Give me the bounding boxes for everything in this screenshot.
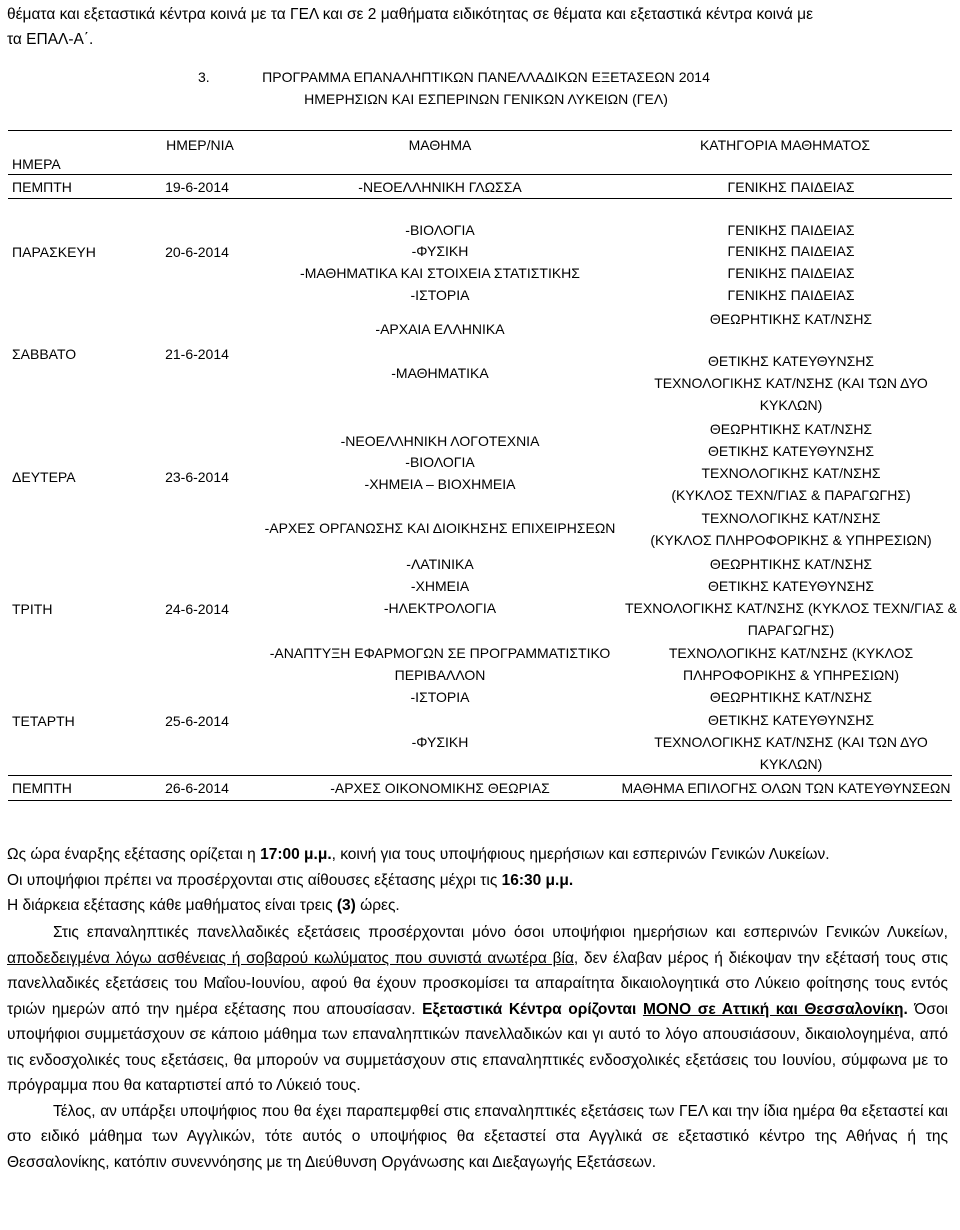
row-3-category-2: ΘΕΤΙΚΗΣ ΚΑΤΕΥΘΥΝΣΗΣ — [707, 353, 875, 369]
note-start-time: Ως ώρα έναρξης εξέτασης ορίζεται η 17:00 μ.μ., κοινή για τους υποψήφιους ημερήσιων και εσπερινών Γενικών Λυκείων. — [7, 846, 830, 863]
row-6-category-3: ΤΕΧΝΟΛΟΓΙΚΗΣ ΚΑΤ/ΝΣΗΣ (ΚΑΙ ΤΩΝ ΔΥΟ — [654, 734, 928, 750]
row-2-subject-1: -ΒΙΟΛΟΓΙΑ — [405, 222, 475, 238]
row-4-subject-2: -ΒΙΟΛΟΓΙΑ — [405, 454, 475, 470]
notes-body — [7, 920, 948, 1175]
row-2-day: ΠΑΡΑΣΚΕΥΗ — [12, 244, 96, 260]
row-2-category-4: ΓΕΝΙΚΗΣ ΠΑΙΔΕΙΑΣ — [727, 287, 855, 303]
row-7-date: 26-6-2014 — [165, 780, 229, 796]
row-4-subject-4: -ΑΡΧΕΣ ΟΡΓΑΝΩΣΗΣ ΚΑΙ ΔΙΟΙΚΗΣΗΣ ΕΠΙΧΕΙΡΗΣΕΩΝ — [264, 520, 616, 536]
row-5-category-4: ΠΑΡΑΓΩΓΗΣ) — [747, 622, 835, 638]
row-4-subject-1: -ΝΕΟΕΛΛΗΝΙΚΗ ΛΟΓΟΤΕΧΝΙΑ — [340, 433, 540, 449]
row-6-date: 25-6-2014 — [165, 713, 229, 729]
section-title-line-2: ΗΜΕΡΗΣΙΩΝ ΚΑΙ ΕΣΠΕΡΙΝΩΝ ΓΕΝΙΚΩΝ ΛΥΚΕΙΩΝ (ΓΕΛ) — [304, 91, 668, 107]
row-4-subject-3: -ΧΗΜΕΙΑ – ΒΙΟΧΗΜΕΙΑ — [364, 476, 516, 492]
header-category: ΚΑΤΗΓΟΡΙΑ ΜΑΘΗΜΑΤΟΣ — [699, 137, 871, 153]
row-7-category-1: ΜΑΘΗΜΑ ΕΠΙΛΟΓΗΣ ΟΛΩΝ ΤΩΝ ΚΑΤΕΥΘΥΝΣΕΩΝ — [621, 780, 951, 796]
row-6-rule — [8, 775, 952, 776]
table-header-rule — [8, 174, 952, 175]
note-arrival-time: Οι υποψήφιοι πρέπει να προσέρχονται στις αίθουσες εξέτασης μέχρι τις 16:30 μ.μ. — [7, 872, 574, 889]
header-date: ΗΜΕΡ/ΝΙΑ — [166, 137, 234, 153]
section-number: 3. — [198, 69, 210, 85]
row-4-day: ΔΕΥΤΕΡΑ — [12, 469, 76, 485]
row-6-subject-2: -ΦΥΣΙΚΗ — [411, 734, 469, 750]
row-7-day: ΠΕΜΠΤΗ — [12, 780, 72, 796]
row-5-day: ΤΡΙΤΗ — [12, 601, 53, 617]
row-6-day: ΤΕΤΑΡΤΗ — [12, 713, 75, 729]
row-6-category-1: ΘΕΩΡΗΤΙΚΗΣ ΚΑΤ/ΝΣΗΣ — [709, 689, 873, 705]
row-5-subject-1: -ΛΑΤΙΝΙΚΑ — [406, 556, 474, 572]
row-5-category-1: ΘΕΩΡΗΤΙΚΗΣ ΚΑΤ/ΝΣΗΣ — [709, 556, 873, 572]
row-3-category-3: ΤΕΧΝΟΛΟΓΙΚΗΣ ΚΑΤ/ΝΣΗΣ (ΚΑΙ ΤΩΝ ΔΥΟ — [654, 375, 928, 391]
row-3-subject-1: -ΑΡΧΑΙΑ ΕΛΛΗΝΙΚΑ — [375, 321, 505, 337]
row-4-category-1: ΘΕΩΡΗΤΙΚΗΣ ΚΑΤ/ΝΣΗΣ — [709, 421, 873, 437]
row-5-subject-5: ΠΕΡΙΒΑΛΛΟΝ — [394, 667, 486, 683]
row-5-subject-4: -ΑΝΑΠΤΥΞΗ ΕΦΑΡΜΟΓΩΝ ΣΕ ΠΡΟΓΡΑΜΜΑΤΙΣΤΙΚΟ — [269, 645, 611, 661]
row-3-subject-2: -ΜΑΘΗΜΑΤΙΚΑ — [391, 365, 489, 381]
row-3-category-1: ΘΕΩΡΗΤΙΚΗΣ ΚΑΤ/ΝΣΗΣ — [709, 311, 873, 327]
row-4-date: 23-6-2014 — [165, 469, 229, 485]
row-1-subject-1: -ΝΕΟΕΛΛΗΝΙΚΗ ΓΛΩΣΣΑ — [358, 179, 522, 195]
row-1-date: 19-6-2014 — [165, 179, 229, 195]
header-subject: ΜΑΘΗΜΑ — [408, 137, 472, 153]
row-5-subject-3: -ΗΛΕΚΤΡΟΛΟΓΙΑ — [383, 600, 497, 616]
row-2-subject-4: -ΙΣΤΟΡΙΑ — [410, 287, 470, 303]
row-4-category-4: (ΚΥΚΛΟΣ ΤΕΧΝ/ΓΙΑΣ & ΠΑΡΑΓΩΓΗΣ) — [671, 487, 911, 503]
row-5-category-5: ΤΕΧΝΟΛΟΓΙΚΗΣ ΚΑΤ/ΝΣΗΣ (ΚΥΚΛΟΣ — [668, 645, 914, 661]
row-3-date: 21-6-2014 — [165, 346, 229, 362]
section-title-line-1: ΠΡΟΓΡΑΜΜΑ ΕΠΑΝΑΛΗΠΤΙΚΩΝ ΠΑΝΕΛΛΑΔΙΚΩΝ ΕΞΕΤΑΣΕΩΝ 2014 — [262, 69, 710, 85]
row-5-date: 24-6-2014 — [165, 601, 229, 617]
row-1-rule — [8, 198, 952, 199]
row-2-category-3: ΓΕΝΙΚΗΣ ΠΑΙΔΕΙΑΣ — [727, 265, 855, 281]
paragraph-eligibility: Στις επαναληπτικές πανελλαδικές εξετάσεις προσέρχονται μόνο όσοι υποψήφιοι ημερήσιων και εσπερινών Γενικών Λυκείων, αποδεδειγμένα λόγω ασθένειας ή σοβαρού κωλύματος που συνιστά ανωτέρα βία, δεν έλαβαν μέρος ή διέκοψαν την εξέτασή τους στις πανελλαδικές εξετάσεις του Μαΐου-Ιουνίου, αφού θα έχουν προσκομίσει τα απαραίτητα δικαιολογητικά στο Λύκειο φοίτησης τους εντός τριών ημερών από την ημέρα εξέτασης που απουσίασαν. Εξεταστικά Κέντρα ορίζονται ΜΟΝΟ σε Αττική και Θεσσαλονίκη. Όσοι υποψήφιοι συμμετάσχουν σε κάποιο μάθημα των επαναληπτικών πανελλαδικών και γι αυτό το λόγο απουσιάσουν, δικαιολογημένα, από τις ενδοσχολικές τους εξετάσεις, θα μπορούν να συμμετάσχουν στις επαναληπτικές ενδοσχολικές εξετάσεις του Ιουνίου, σύμφωνα με το πρόγραμμα που θα καταρτιστεί από το Λύκειό τους. — [7, 924, 949, 1094]
row-6-subject-1: -ΙΣΤΟΡΙΑ — [410, 689, 470, 705]
intro-line-2: τα ΕΠΑΛ-Α΄. — [7, 31, 94, 48]
header-day: ΗΜΕΡΑ — [12, 156, 61, 172]
row-5-category-6: ΠΛΗΡΟΦΟΡΙΚΗΣ & ΥΠΗΡΕΣΙΩΝ) — [682, 667, 900, 683]
row-3-category-4: ΚΥΚΛΩΝ) — [759, 397, 823, 413]
row-5-category-2: ΘΕΤΙΚΗΣ ΚΑΤΕΥΘΥΝΣΗΣ — [707, 578, 875, 594]
row-2-subject-3: -ΜΑΘΗΜΑΤΙΚΑ ΚΑΙ ΣΤΟΙΧΕΙΑ ΣΤΑΤΙΣΤΙΚΗΣ — [300, 265, 580, 281]
paragraph-english-exam: Τέλος, αν υπάρξει υποψήφιος που θα έχει παραπεμφθεί στις επαναληπτικές εξετάσεις των ΓΕΛ και την ίδια ημέρα θα εξεταστεί και στο ειδικό μάθημα των Αγγλικών, τότε αυτός ο υποψήφιος θα εξεταστεί στα Αγγλικά σε εξεταστικό κέντρο της Αθήνας ή της Θεσσαλονίκης, κατόπιν συνεννόησης με τη Διεύθυνση Οργάνωσης και Διεξαγωγής Εξετάσεων. — [7, 1102, 948, 1171]
intro-line-1: θέματα και εξεταστικά κέντρα κοινά με τα ΓΕΛ και σε 2 μαθήματα ειδικότητας σε θέματα και εξεταστικά κέντρα κοινά με — [7, 6, 813, 23]
row-3-day: ΣΑΒΒΑΤΟ — [12, 346, 77, 362]
table-top-rule — [8, 130, 952, 131]
row-6-category-4: ΚΥΚΛΩΝ) — [759, 756, 823, 772]
table-bottom-rule — [8, 800, 952, 801]
row-5-subject-2: -ΧΗΜΕΙΑ — [410, 578, 470, 594]
row-1-category-1: ΓΕΝΙΚΗΣ ΠΑΙΔΕΙΑΣ — [727, 179, 855, 195]
note-duration: Η διάρκεια εξέτασης κάθε μαθήματος είναι τρεις (3) ώρες. — [7, 897, 400, 914]
row-2-category-1: ΓΕΝΙΚΗΣ ΠΑΙΔΕΙΑΣ — [727, 222, 855, 238]
row-4-category-5: ΤΕΧΝΟΛΟΓΙΚΗΣ ΚΑΤ/ΝΣΗΣ — [701, 510, 881, 526]
row-2-date: 20-6-2014 — [165, 244, 229, 260]
row-4-category-2: ΘΕΤΙΚΗΣ ΚΑΤΕΥΘΥΝΣΗΣ — [707, 443, 875, 459]
row-7-subject-1: -ΑΡΧΕΣ ΟΙΚΟΝΟΜΙΚΗΣ ΘΕΩΡΙΑΣ — [330, 780, 550, 796]
row-1-day: ΠΕΜΠΤΗ — [12, 179, 72, 195]
row-6-category-2: ΘΕΤΙΚΗΣ ΚΑΤΕΥΘΥΝΣΗΣ — [707, 712, 875, 728]
row-2-category-2: ΓΕΝΙΚΗΣ ΠΑΙΔΕΙΑΣ — [727, 243, 855, 259]
row-2-subject-2: -ΦΥΣΙΚΗ — [411, 243, 469, 259]
row-5-category-3: ΤΕΧΝΟΛΟΓΙΚΗΣ ΚΑΤ/ΝΣΗΣ (ΚΥΚΛΟΣ ΤΕΧΝ/ΓΙΑΣ & — [625, 600, 957, 616]
row-4-category-3: ΤΕΧΝΟΛΟΓΙΚΗΣ ΚΑΤ/ΝΣΗΣ — [701, 465, 881, 481]
row-4-category-6: (ΚΥΚΛΟΣ ΠΛΗΡΟΦΟΡΙΚΗΣ & ΥΠΗΡΕΣΙΩΝ) — [650, 532, 932, 548]
